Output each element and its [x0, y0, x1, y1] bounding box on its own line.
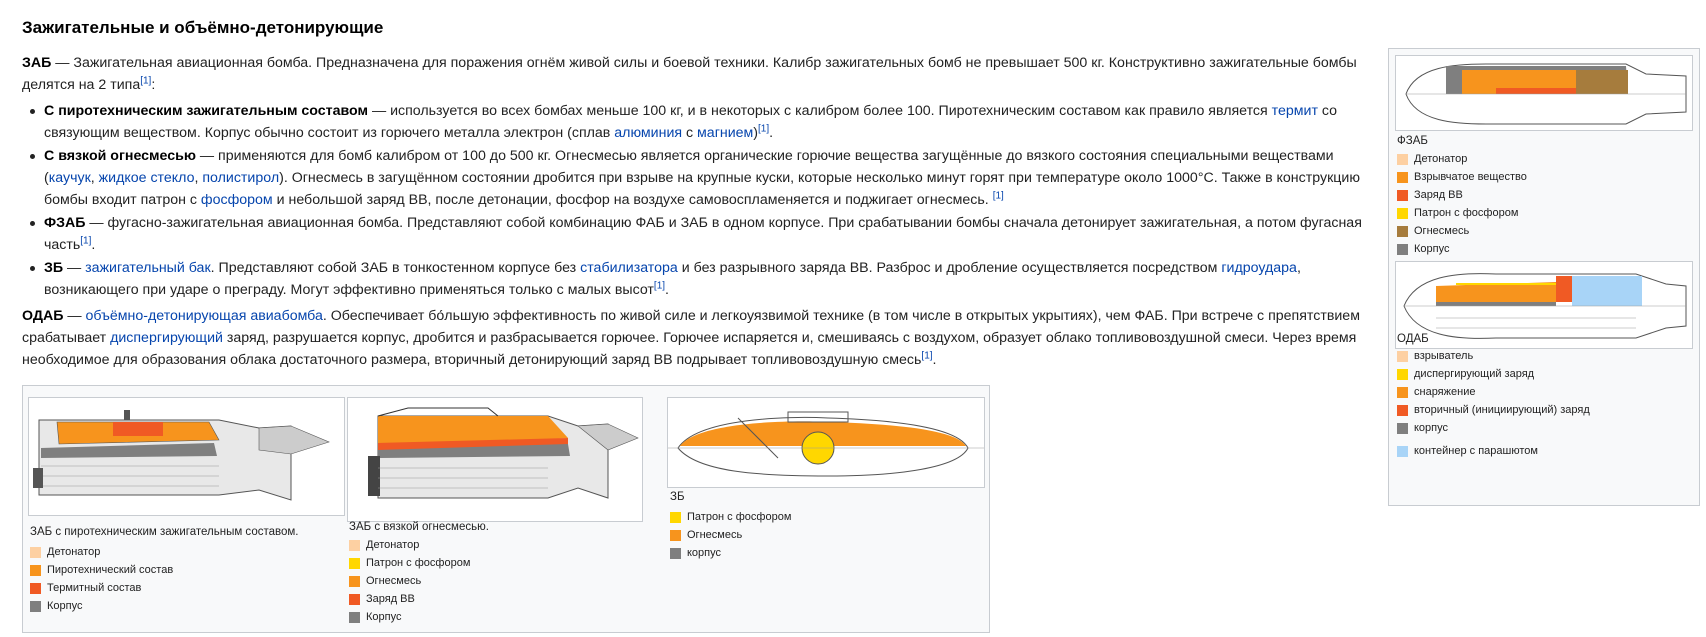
side-thumb	[1388, 48, 1700, 506]
gallery-legend	[30, 543, 173, 615]
legend-item	[1397, 419, 1590, 437]
legend-label: корпус	[687, 547, 722, 559]
legend-label: снаряжение	[1414, 386, 1476, 398]
legend-label: взрыватель	[1414, 350, 1474, 362]
text: , возникающего при ударе о преграду. Могут эффективно применяться только с малых высот	[44, 260, 1301, 298]
legend-label: Детонатор	[1414, 153, 1468, 165]
gallery-caption: ЗАБ с пиротехническим зажигательным составом.	[30, 526, 299, 538]
swatch	[349, 540, 360, 551]
term: ФЗАБ	[44, 215, 86, 231]
legend-item	[349, 572, 470, 590]
text: — используется во всех бомбах меньше 100 кг, и в некоторых с калибром более 100. Пиротехническим составом как правило является	[368, 103, 1272, 119]
legend-label: Детонатор	[47, 546, 101, 558]
text: ). Огнесмесь в загущённом состоянии дробится при взрыве на крупные куски, которые несколько минут горят при температуре около 1000°C. Также в конструкцию бомбы входит патрон с	[44, 170, 1360, 208]
legend-item	[1397, 401, 1590, 419]
term: ЗБ	[44, 260, 64, 276]
legend-item	[30, 561, 173, 579]
swatch	[1397, 172, 1408, 183]
side-caption: ФЗАБ	[1397, 135, 1428, 147]
reference-link[interactable]: [1]	[653, 280, 666, 292]
legend-item	[1397, 204, 1527, 222]
text: ,	[194, 170, 203, 186]
zb-diagram	[668, 398, 984, 487]
list-item	[44, 257, 1362, 301]
swatch	[30, 547, 41, 558]
fzab-diagram	[1396, 56, 1692, 130]
reference-link[interactable]: [1]	[140, 75, 152, 87]
text: — фугасно-зажигательная авиационная бомба. Представляют собой комбинацию ФАБ и ЗАБ в одном корпусе. При срабатывании бомбы сначала детонирует зажигательная, а потом фугасная часть	[44, 215, 1362, 253]
gallery-caption: ЗАБ с вязкой огнесмесью.	[349, 521, 489, 533]
swatch	[1397, 369, 1408, 380]
swatch	[349, 558, 360, 569]
gallery-legend	[670, 508, 791, 562]
text: — Зажигательная авиационная бомба. Предназначена для поражения огнём живой силы и боевой техники. Калибр зажигательных бомб не превышает 500 кг. Конструктивно зажигательные бомбы делятся на 2 типа	[22, 55, 1357, 93]
link-dispersing[interactable]: диспергирующий	[110, 330, 223, 346]
term: С вязкой огнесмесью	[44, 148, 196, 164]
odab-image[interactable]	[1395, 261, 1693, 349]
gallery-caption: ЗБ	[670, 491, 685, 503]
text: .	[932, 352, 937, 368]
legend-label: Огнесмесь	[366, 575, 422, 587]
legend-label: Детонатор	[366, 539, 420, 551]
term: С пиротехническим зажигательным составом	[44, 103, 369, 119]
legend-label: Пиротехнический состав	[47, 564, 174, 576]
text: —	[63, 308, 86, 324]
legend-item	[1397, 150, 1527, 168]
legend-label: Корпус	[47, 600, 83, 612]
reference-link[interactable]: [1]	[992, 190, 1004, 202]
list-item	[44, 212, 1362, 256]
legend-item	[349, 536, 470, 554]
swatch	[1397, 190, 1408, 201]
legend-label: Корпус	[1414, 243, 1450, 255]
odab-paragraph	[22, 305, 1362, 371]
legend-item	[349, 590, 470, 608]
legend-label: вторичный (инициирующий) заряд	[1414, 404, 1590, 416]
text: ,	[90, 170, 99, 186]
swatch	[349, 576, 360, 587]
text: и без разрывного заряда ВВ. Разброс и дробление осуществляется посредством	[677, 260, 1222, 276]
link-water-glass[interactable]: жидкое стекло	[98, 170, 195, 186]
odab-diagram	[1396, 262, 1692, 348]
legend-label: Корпус	[366, 611, 402, 623]
legend-item	[1397, 222, 1527, 240]
text: .	[769, 125, 774, 141]
legend-item	[349, 608, 470, 626]
legend-item	[30, 597, 173, 615]
side-legend	[1397, 150, 1527, 258]
article-content	[22, 52, 1362, 371]
swatch	[1397, 405, 1408, 416]
text: с	[682, 125, 698, 141]
reference-link[interactable]: [1]	[80, 235, 92, 247]
legend-label: Термитный состав	[47, 582, 142, 594]
legend-item	[1397, 168, 1527, 186]
text: — применяются для бомб калибром от 100 до 500 кг. Огнесмесью является органические горючие вещества загущённые до вязкого состояния специальными веществами (	[44, 148, 1334, 186]
legend-label: диспергирующий заряд	[1414, 368, 1535, 380]
legend-label: Огнесмесь	[687, 529, 743, 541]
text: . Представляют собой ЗАБ в тонкостенном корпусе без	[210, 260, 581, 276]
link-polystyrene[interactable]: полистирол	[202, 170, 280, 186]
legend-label: Патрон с фосфором	[1414, 207, 1519, 219]
legend-item	[670, 544, 791, 562]
text: )	[753, 125, 759, 141]
text: .	[91, 237, 96, 253]
legend-label: корпус	[1414, 422, 1449, 434]
zab-pyro-diagram	[29, 398, 344, 515]
link-phosphorus[interactable]: фосфором	[200, 192, 273, 208]
legend-item	[349, 554, 470, 572]
text: и небольшой заряд ВВ, после детонации, фосфор на воздухе самовоспламеняется и поджигает огнесмесь.	[272, 192, 993, 208]
legend-item	[1397, 365, 1590, 383]
swatch	[1397, 226, 1408, 237]
legend-item	[670, 508, 791, 526]
side-legend	[1397, 347, 1590, 460]
list-item	[44, 100, 1362, 144]
list-item	[44, 145, 1362, 211]
text: —	[63, 260, 86, 276]
link-aluminium[interactable]: алюминия	[614, 125, 683, 141]
fzab-image[interactable]	[1395, 55, 1693, 131]
legend-label: Заряд ВВ	[1414, 189, 1463, 201]
swatch	[670, 512, 681, 523]
legend-item	[1397, 347, 1590, 365]
link-rubber[interactable]: каучук	[48, 170, 91, 186]
reference-link[interactable]: [1]	[921, 350, 933, 362]
legend-item	[1397, 186, 1527, 204]
swatch	[1397, 446, 1408, 457]
legend-item	[670, 526, 791, 544]
legend-item	[1397, 383, 1590, 401]
swatch	[349, 612, 360, 623]
zab-viscous-diagram	[348, 398, 642, 521]
legend-label: Взрывчатое вещество	[1414, 171, 1527, 183]
link-water-hammer[interactable]: гидроудара	[1221, 260, 1297, 276]
zb-image[interactable]	[667, 397, 985, 488]
reference-link[interactable]: [1]	[758, 123, 770, 135]
legend-label: Патрон с фосфором	[687, 511, 792, 523]
gallery	[22, 385, 990, 633]
swatch	[1397, 423, 1408, 434]
type-list	[22, 100, 1362, 301]
link-incendiary-tank[interactable]: зажигательный бак	[85, 260, 211, 276]
swatch	[1397, 208, 1408, 219]
legend-label: Патрон с фосфором	[366, 557, 471, 569]
legend-item	[30, 579, 173, 597]
legend-item	[30, 543, 173, 561]
text: .	[665, 282, 669, 298]
legend-label: Заряд ВВ	[366, 593, 415, 605]
swatch	[1397, 244, 1408, 255]
swatch	[1397, 351, 1408, 362]
legend-label: Огнесмесь	[1414, 225, 1470, 237]
link-stabilizer[interactable]: стабилизатора	[580, 260, 678, 276]
link-magnesium[interactable]: магнием	[697, 125, 754, 141]
swatch	[1397, 387, 1408, 398]
swatch	[349, 594, 360, 605]
side-caption: ОДАБ	[1397, 333, 1429, 345]
swatch	[670, 548, 681, 559]
text: заряд, разрушается корпус, дробится и разбрасывается горючее. Горючее испаряется и, смешиваясь с воздухом, образует облако топливовоздушной смеси. Через время необходимое для образования облака достаточного размера, вторичный детонирующий заряд ВВ подрывает топливовоздушную смесь	[22, 330, 1357, 368]
term: ОДАБ	[22, 308, 64, 324]
text: со связующим веществом. Корпус обычно состоит из горючего металла электрон (сплав	[44, 103, 1338, 141]
zab-pyro-image[interactable]	[28, 397, 345, 516]
swatch	[30, 601, 41, 612]
swatch	[670, 530, 681, 541]
zab-viscous-image[interactable]	[347, 397, 643, 522]
swatch	[30, 565, 41, 576]
link-fae-bomb[interactable]: объёмно-детонирующая авиабомба	[85, 308, 323, 324]
section-heading: Зажигательные и объёмно-детонирующие	[22, 18, 384, 37]
legend-label: контейнер с парашютом	[1414, 445, 1538, 457]
text: . Обеспечивает бо́льшую эффективность по живой силе и легкоуязвимой технике (в том числе в открытых укрытиях), чем ФАБ. При встрече с препятствием срабатывает	[22, 308, 1360, 346]
legend-item	[1397, 240, 1527, 258]
text: :	[151, 77, 156, 93]
zab-paragraph	[22, 52, 1362, 96]
swatch	[30, 583, 41, 594]
term: ЗАБ	[22, 55, 52, 71]
link-termite[interactable]: термит	[1271, 103, 1318, 119]
gallery-legend	[349, 536, 470, 626]
legend-item	[1397, 442, 1590, 460]
swatch	[1397, 154, 1408, 165]
